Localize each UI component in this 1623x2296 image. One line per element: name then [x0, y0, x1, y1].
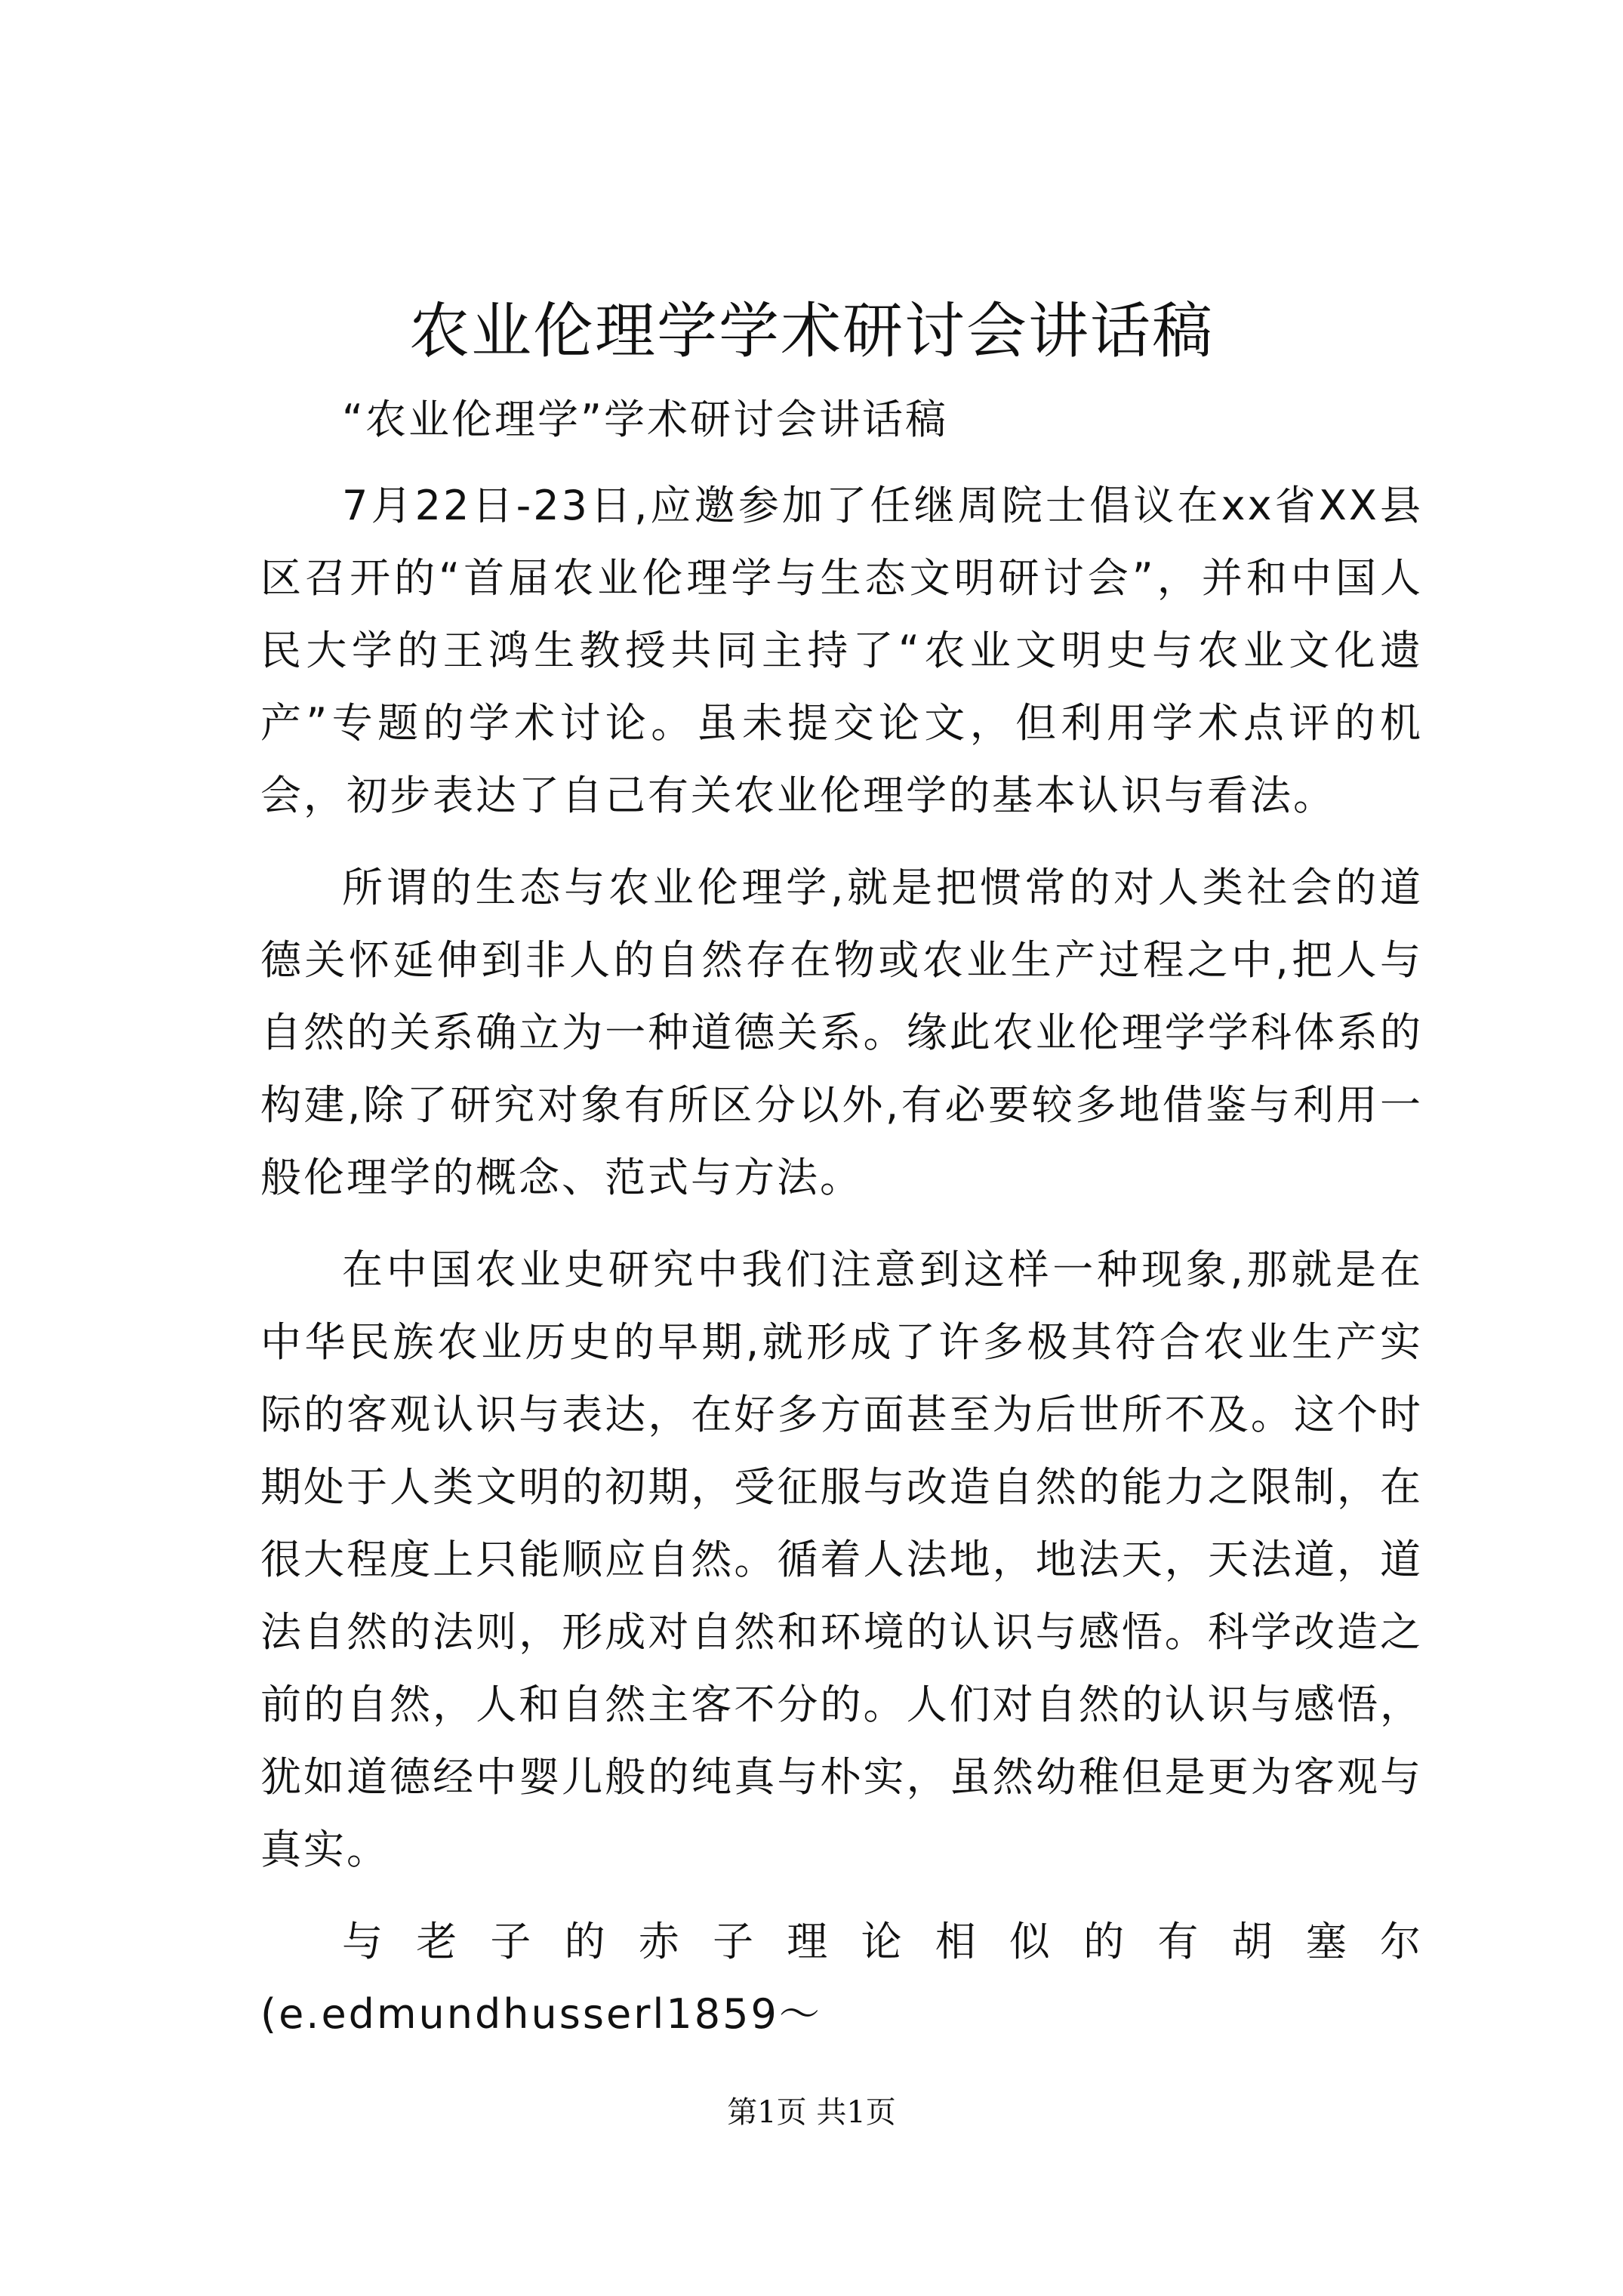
body-paragraph: 所谓的生态与农业伦理学,就是把惯常的对人类社会的道德关怀延伸到非人的自然存在物或农业生产过程之中,把人与自然的关系确立为一种道德关系。缘此农业伦理学学科体系的构建,除了研究对象有所区分以外,有必要较多地借鉴与利用一般伦理学的概念、范式与方法。 [260, 864, 1423, 1201]
page-footer: 第1页 共1页 [727, 2095, 896, 2130]
document-title: 农业伦理学学术研讨会讲话稿 [409, 296, 1214, 366]
subtitle-paragraph: “农业伦理学”学术研讨会讲话稿 [342, 396, 948, 443]
document-body [260, 384, 1423, 2070]
body-paragraph: 与老子的赤子理论相似的有胡塞尔(e.edmundhusserl1859～ [260, 1918, 1423, 2038]
body-paragraph: 在中国农业史研究中我们注意到这样一种现象,那就是在中华民族农业历史的早期,就形成了许多极其符合农业生产实际的客观认识与表达，在好多方面甚至为后世所不及。这个时期处于人类文明的初期，受征服与改造自然的能力之限制，在很大程度上只能顺应自然。循着人法地，地法天，天法道，道法自然的法则，形成对自然和环境的认识与感悟。科学改造之前的自然，人和自然主客不分的。人们对自然的认识与感悟，犹如道德经中婴儿般的纯真与朴实，虽然幼稚但是更为客观与真实。 [260, 1246, 1423, 1873]
body-paragraph: 7月22日-23日,应邀参加了任继周院士倡议在xx省XX县区召开的“首届农业伦理学与生态文明研讨会”，并和中国人民大学的王鸿生教授共同主持了“农业文明史与农业文化遗产”专题的学术讨论。虽未提交论文，但利用学术点评的机会，初步表达了自己有关农业伦理学的基本认识与看法。 [260, 482, 1423, 819]
